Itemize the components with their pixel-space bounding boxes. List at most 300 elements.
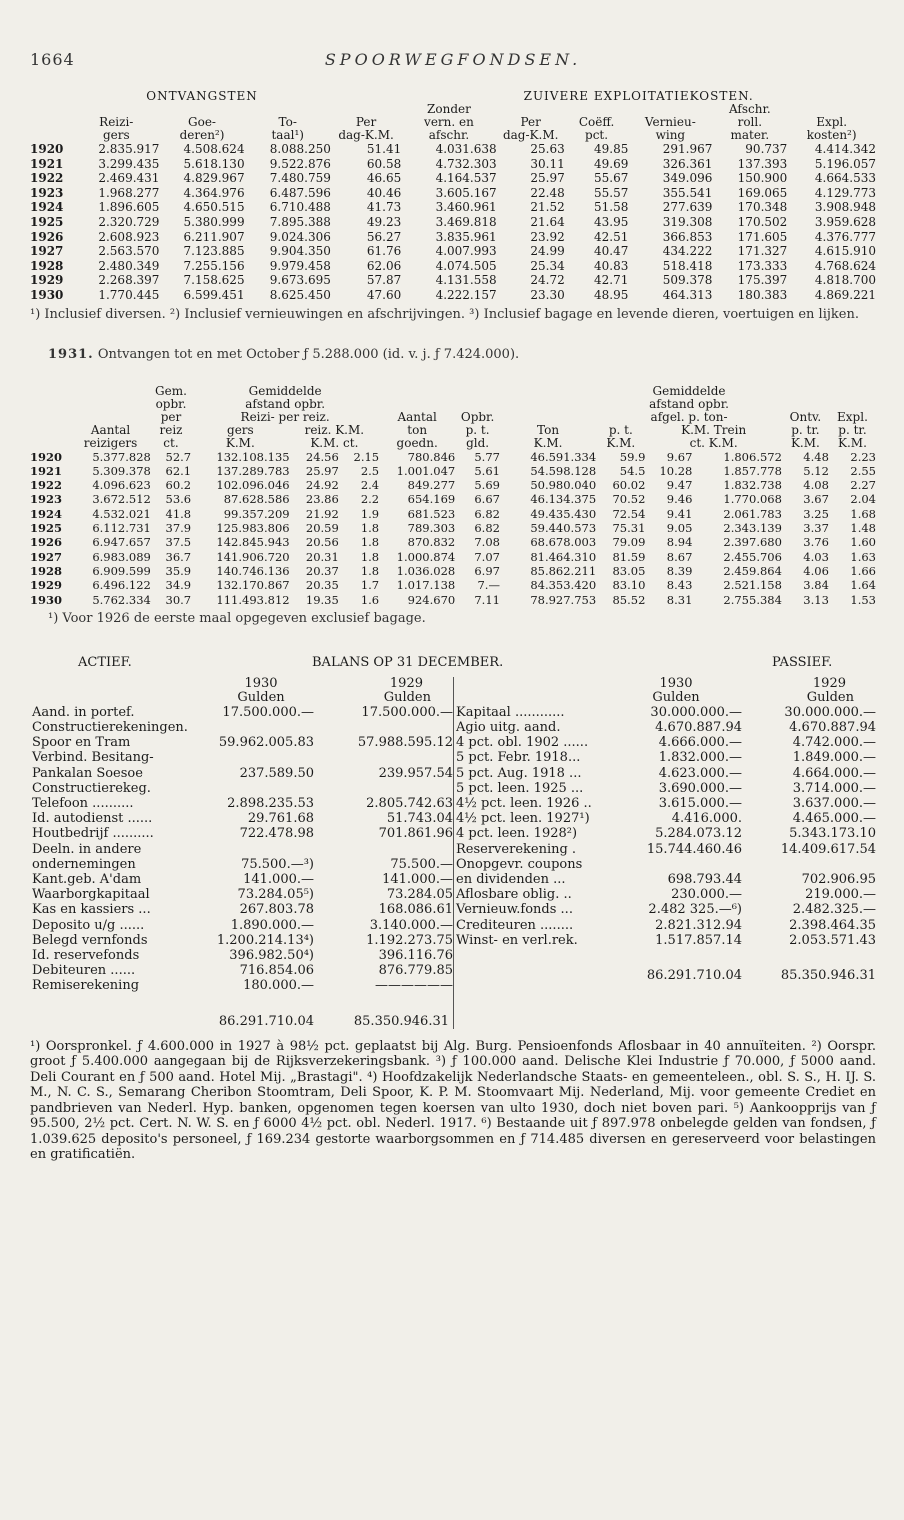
- balance-value-1930: 30.000.000.—: [650, 704, 742, 720]
- balance-value-1929: [314, 720, 453, 735]
- table-cell: 48.95: [593, 287, 629, 302]
- table-cell: 2.320.729: [98, 214, 160, 229]
- t1-header-cell: dag-K.M.: [338, 129, 394, 142]
- table-cell: 57.87: [366, 273, 402, 288]
- ontvangen-1931: [48, 347, 876, 363]
- table-cell: 2.27: [850, 478, 876, 493]
- table-cell: 40.83: [593, 258, 629, 273]
- balance-value-1929: 141.000.—: [382, 872, 453, 888]
- actief-row: [30, 872, 453, 887]
- group-exploitatiekosten: ZUIVERE EXPLOITATIEKOSTEN.: [523, 90, 754, 103]
- balance-label: Pankalan Soesoe: [32, 765, 143, 781]
- table-row: [30, 450, 876, 464]
- table-cell: 51.41: [366, 142, 402, 156]
- balance-label: Kas en kassiers ...: [32, 902, 151, 918]
- t1-header-cell: wing: [655, 129, 686, 142]
- table-cell: 1.806.572: [723, 449, 782, 464]
- row-year: 1927: [30, 244, 64, 259]
- balance-value-1929: 4.664.000.—: [792, 765, 876, 781]
- table-cell: 59.440.573: [530, 521, 597, 536]
- table-cell: 4.222.157: [435, 287, 497, 302]
- table-cell: 3.908.948: [814, 200, 876, 215]
- row-year: 1922: [30, 478, 63, 493]
- table-cell: 1.68: [850, 506, 876, 521]
- balance-label: 5 pct. Febr. 1918...: [456, 750, 581, 766]
- balance-value-1929: 2.053.571.43: [789, 932, 876, 948]
- table-cell: 34.9: [165, 578, 192, 593]
- table-cell: 1.8: [360, 535, 380, 550]
- table-cell: 4.096.623: [92, 478, 151, 493]
- t2-h4-ton2: Ton: [537, 423, 560, 437]
- table-cell: 355.541: [662, 185, 713, 200]
- balance-label: Telefoon ..........: [32, 796, 134, 812]
- table-cell: 9.979.458: [269, 258, 331, 273]
- table-cell: 24.56: [305, 449, 339, 464]
- balance-value-1929: 4.742.000.—: [792, 735, 876, 751]
- balance-label: 4 pct. obl. 1902 ......: [456, 735, 589, 751]
- balance-value-1929: ——————: [375, 978, 453, 994]
- balance-value-1930: 4.416.000.: [671, 811, 742, 827]
- t1-header-cell: [787, 103, 876, 116]
- page-header: [30, 40, 876, 76]
- t2-h2-afstand: afstand opbr.: [245, 397, 326, 411]
- t1-header-cell: dag-K.M.: [502, 129, 559, 142]
- balance-label: Verbind. Besitang-: [32, 750, 154, 766]
- table-cell: 2.15: [353, 449, 380, 464]
- table-cell: 4.376.777: [814, 229, 876, 244]
- t2-h5-km2: K.M.: [533, 436, 563, 450]
- t2-h4-gers: gers: [227, 423, 254, 437]
- table-row: [30, 578, 876, 592]
- table-cell: 4.664.533: [814, 171, 876, 186]
- balance-label: Kapitaal ............: [456, 704, 565, 720]
- table-cell: 60.02: [612, 478, 646, 493]
- table-cell: 1.6: [360, 592, 380, 607]
- table-cell: 1.53: [850, 592, 876, 607]
- table-cell: 150.900: [737, 171, 788, 186]
- year-1931: 1931.: [48, 346, 94, 362]
- passief-row: [454, 811, 876, 826]
- table-cell: 4.031.638: [435, 142, 497, 156]
- table-row: [30, 535, 876, 549]
- t1-header-cell: [628, 103, 712, 116]
- table-cell: 49.435.430: [530, 506, 597, 521]
- table-cell: 53.6: [165, 492, 192, 507]
- table-cell: 60.2: [165, 478, 192, 493]
- table-cell: 2.521.158: [723, 578, 782, 593]
- t1-header-cell: vern. en: [424, 116, 474, 129]
- actief-row: [30, 811, 453, 826]
- balans-title: BALANS OP 31 DECEMBER.: [312, 654, 504, 670]
- table-cell: 2.23: [850, 449, 876, 464]
- table-cell: 509.378: [662, 273, 713, 288]
- balance-label: Constructierekeg.: [32, 780, 151, 796]
- t2-h5-reizigers: reizigers: [83, 436, 138, 450]
- balance-value-1929: 1.849.000.—: [792, 750, 876, 766]
- balance-label: Remiserekening: [32, 978, 140, 994]
- balance-value-1929: 5.343.173.10: [789, 826, 876, 842]
- table-cell: 10.28: [659, 463, 693, 478]
- balance-value-1930: 3.690.000.—: [658, 780, 742, 796]
- traffic-table-header: [30, 385, 876, 450]
- table-cell: 3.84: [803, 578, 829, 593]
- table-cell: 24.99: [530, 244, 565, 259]
- row-year: 1926: [30, 535, 63, 550]
- t2-h5-km: K.M.: [225, 436, 255, 450]
- table-cell: 870.832: [407, 535, 456, 550]
- table-cell: 21.52: [530, 200, 565, 215]
- balance-label: 5 pct. Aug. 1918 ...: [456, 765, 582, 781]
- actief-total-1930: 86.291.710.04: [218, 1013, 314, 1029]
- table-cell: 30.11: [530, 156, 565, 171]
- table-cell: 2.563.570: [98, 244, 160, 259]
- table-cell: 349.096: [662, 171, 713, 186]
- actief-year-1930: 1930: [244, 676, 278, 691]
- table-cell: 3.25: [803, 506, 829, 521]
- table-cell: 5.377.828: [92, 449, 151, 464]
- table-cell: 5.12: [803, 463, 829, 478]
- balance-label: Reserverekening .: [456, 841, 577, 857]
- t2-h3-opbr: Opbr.: [460, 410, 495, 424]
- balance-value-1930: 4.666.000.—: [658, 735, 742, 751]
- balance-value-1929: 3.637.000.—: [792, 796, 876, 812]
- table-cell: 1.8: [360, 549, 380, 564]
- t2-h5-km3: K.M.: [606, 436, 636, 450]
- table-cell: 1.63: [850, 549, 876, 564]
- table-cell: 3.605.167: [435, 185, 497, 200]
- ontvangen-1931-text: Ontvangen tot en met October ƒ 5.288.000 (id. v. j. ƒ 7.424.000).: [97, 346, 520, 362]
- table-cell: 4.074.505: [435, 258, 497, 273]
- balance-value-1930: [208, 781, 314, 796]
- table-cell: 6.496.122: [92, 578, 151, 593]
- t2-h3-ontv: Ontv.: [789, 410, 822, 424]
- passief-total-row: [454, 948, 876, 983]
- table-cell: 1.896.605: [98, 200, 160, 215]
- table-cell: 1.64: [850, 578, 876, 593]
- t1-header-cell: [497, 103, 565, 116]
- table-cell: 1.857.778: [723, 463, 782, 478]
- actief-row: [30, 796, 453, 811]
- table-row: [30, 521, 876, 535]
- balance-value-1929: 2.398.464.35: [789, 917, 876, 933]
- balance-value-1930: 15.744.460.46: [646, 841, 742, 857]
- balance-label: en dividenden ...: [456, 872, 566, 888]
- table-cell: 4.414.342: [814, 142, 876, 156]
- t2-h5-km4: K.M.: [790, 436, 820, 450]
- t2-h4-pt2: p. t.: [608, 423, 633, 437]
- table-cell: 1.48: [850, 521, 876, 536]
- passief-row: [454, 735, 876, 750]
- table-cell: 9.67: [666, 449, 693, 464]
- balance-label: Agio uitg. aand.: [456, 720, 561, 735]
- table-cell: 1.7: [360, 578, 380, 593]
- actief-row: [30, 766, 453, 781]
- page-title: SPOORWEGFONDSEN.: [324, 50, 582, 69]
- table-cell: 51.58: [593, 200, 629, 215]
- table-cell: 5.309.378: [92, 463, 151, 478]
- table-cell: 8.31: [666, 592, 693, 607]
- table-cell: 5.380.999: [183, 214, 245, 229]
- table-cell: 70.52: [612, 492, 646, 507]
- table-cell: 4.48: [803, 449, 829, 464]
- passief-row: [454, 796, 876, 811]
- balans-title-row: [30, 655, 876, 677]
- passief-row: [454, 842, 876, 857]
- table-cell: 5.69: [474, 478, 500, 493]
- balance-value-1930: 17.500.000.—: [222, 704, 314, 720]
- balance-label: Spoor en Tram: [32, 735, 131, 751]
- balance-value-1930: 1.832.000.—: [658, 750, 742, 766]
- row-year: 1929: [30, 578, 63, 593]
- table-cell: 3.672.512: [92, 492, 151, 507]
- row-year: 1920: [30, 142, 64, 156]
- balance-value-1929: 3.714.000.—: [792, 780, 876, 796]
- table-cell: 137.393: [737, 156, 788, 171]
- balance-value-1930: 230.000.—: [671, 887, 742, 903]
- t1-header-cell: Per: [520, 116, 541, 129]
- t1-header-cell: taal¹): [271, 129, 304, 142]
- table-cell: 2.4: [360, 478, 380, 493]
- passief-row: [454, 720, 876, 735]
- table-cell: 41.8: [165, 506, 192, 521]
- table-cell: 4.732.303: [435, 156, 497, 171]
- actief-row: [30, 948, 453, 963]
- table-cell: 4.364.976: [183, 185, 245, 200]
- row-year: 1920: [30, 449, 63, 464]
- table-row: [30, 507, 876, 521]
- table-cell: 4.508.624: [183, 142, 245, 156]
- table-cell: 49.69: [593, 156, 629, 171]
- balance-value-1929: 2.482.325.—: [792, 902, 876, 918]
- table-row: [30, 171, 876, 186]
- table-row: [30, 273, 876, 288]
- balance-value-1930: 2.898.235.53: [227, 796, 314, 812]
- table-cell: 2.061.783: [723, 506, 782, 521]
- t1-header-cell: pct.: [585, 129, 609, 142]
- t1-header-cell: gers: [102, 129, 130, 142]
- passief-row: [454, 766, 876, 781]
- table-cell: 4.615.910: [814, 244, 876, 259]
- row-year: 1930: [30, 287, 64, 302]
- balance-label: Waarborgkapitaal: [32, 887, 150, 903]
- table-cell: 8.625.450: [269, 287, 331, 302]
- table-cell: 464.313: [662, 287, 713, 302]
- table-cell: 8.94: [666, 535, 693, 550]
- table-cell: 46.134.375: [530, 492, 597, 507]
- balance-value-1929: [314, 750, 453, 765]
- table-row: [30, 142, 876, 157]
- table-cell: 2.469.431: [98, 171, 160, 186]
- exploitation-table-header: [30, 90, 876, 142]
- balance-value-1930: 141.000.—: [243, 872, 314, 888]
- table-cell: 2.5: [360, 463, 380, 478]
- balance-value-1930: 396.982.50⁴): [229, 948, 314, 964]
- table-cell: 1.000.874: [396, 549, 456, 564]
- table-cell: 2.755.384: [723, 592, 782, 607]
- t1-header-cell: [30, 129, 73, 142]
- t1-header-cell: [159, 103, 244, 116]
- t2-h4-ptr: p. tr.: [791, 423, 820, 437]
- table-cell: 42.51: [593, 229, 629, 244]
- table-cell: 137.289.783: [216, 463, 290, 478]
- t2-h2-afstand-2: afstand opbr.: [649, 397, 729, 411]
- table-cell: 25.34: [530, 258, 565, 273]
- table-cell: 6.82: [474, 506, 500, 521]
- table-cell: 6.97: [474, 563, 500, 578]
- table-cell: 3.835.961: [435, 229, 497, 244]
- balance-value-1930: 2.482 325.—⁶): [648, 902, 742, 918]
- balance-label: Crediteuren ........: [456, 917, 574, 933]
- table-cell: 8.67: [666, 549, 693, 564]
- table-cell: 1.832.738: [723, 478, 782, 493]
- table-cell: 7.—: [477, 578, 500, 593]
- t1-header-cell: [30, 116, 73, 129]
- t2-h4-reiz: reiz: [159, 423, 183, 437]
- row-year: 1927: [30, 549, 63, 564]
- table-cell: 3.299.435: [98, 156, 160, 171]
- table-cell: 6.487.596: [269, 185, 331, 200]
- table-cell: 140.746.136: [216, 563, 290, 578]
- table-cell: 22.48: [530, 185, 565, 200]
- table-row: [30, 186, 876, 201]
- t2-h3-afgel: afgel. p. ton-: [650, 410, 728, 424]
- table-cell: 7.11: [474, 592, 500, 607]
- t1-header-cell: kosten²): [806, 129, 857, 142]
- page: [30, 40, 876, 1176]
- table-cell: 46.65: [366, 171, 402, 186]
- table-cell: 84.353.420: [530, 578, 597, 593]
- table-cell: 141.906.720: [216, 549, 290, 564]
- balance-value-1930: 716.854.06: [239, 963, 314, 979]
- balance-sheet: [30, 677, 876, 1029]
- passief-unit-1930: Gulden: [652, 690, 700, 705]
- balance-label: Vernieuw.fonds ...: [456, 902, 573, 918]
- table-cell: 4.818.700: [814, 273, 876, 288]
- balance-value-1929: [314, 842, 453, 857]
- table-cell: 6.211.907: [183, 229, 245, 244]
- t1-header-cell: mater.: [730, 129, 770, 142]
- balance-value-1929: 51.743.04: [386, 811, 453, 827]
- row-year: 1924: [30, 506, 63, 521]
- table-cell: 21.92: [305, 506, 339, 521]
- table-cell: 24.92: [305, 478, 339, 493]
- actief-row: [30, 918, 453, 933]
- t1-header-cell: Reizi-: [99, 116, 134, 129]
- table-cell: 54.5: [619, 463, 646, 478]
- table-cell: 75.31: [612, 521, 646, 536]
- balance-value-1929: 75.500.—: [390, 856, 453, 872]
- table-cell: 24.72: [530, 273, 565, 288]
- table-cell: 326.361: [662, 156, 713, 171]
- table-cell: 2.397.680: [723, 535, 782, 550]
- t1-header-cell: afschr.: [428, 129, 470, 142]
- table-cell: 59.9: [619, 449, 646, 464]
- t2-h1-gemiddelde: Gemiddelde: [248, 384, 322, 398]
- balance-value-1930: 722.478.98: [239, 826, 314, 842]
- row-year: 1925: [30, 214, 64, 229]
- actief-row: [30, 750, 453, 765]
- balance-label: Id. autodienst ......: [32, 811, 153, 827]
- table-cell: 5.77: [474, 449, 500, 464]
- balance-value-1930: [610, 857, 742, 872]
- traffic-table: [30, 385, 876, 607]
- balance-value-1930: 4.670.887.94: [655, 720, 742, 735]
- table-cell: 1.036.028: [396, 563, 456, 578]
- table-cell: 180.383: [737, 287, 788, 302]
- t1-header-cell: [331, 103, 401, 116]
- table-row: [30, 550, 876, 564]
- passief-row: [454, 902, 876, 917]
- t2-h3-aantal: Aantal: [397, 410, 437, 424]
- balance-value-1929: 219.000.—: [805, 887, 876, 903]
- balance-value-1929: 3.140.000.—: [369, 917, 453, 933]
- t1-header-cell: deren²): [179, 129, 225, 142]
- table-cell: 2.608.923: [98, 229, 160, 244]
- table-cell: 6.82: [474, 521, 500, 536]
- table-cell: 9.024.306: [269, 229, 331, 244]
- table-cell: 55.57: [593, 185, 629, 200]
- t2-h5-km5: K.M.: [838, 436, 867, 450]
- passief-row: [454, 918, 876, 933]
- balance-value-1929: 2.805.742.63: [366, 796, 453, 812]
- table-cell: 6.112.731: [92, 521, 151, 536]
- table-cell: 47.60: [366, 287, 402, 302]
- table-cell: 25.97: [530, 171, 565, 186]
- table-cell: 4.03: [803, 549, 829, 564]
- balance-value-1929: 17.500.000.—: [361, 704, 453, 720]
- passief-row: [454, 887, 876, 902]
- balance-value-1929: 396.116.76: [378, 948, 453, 964]
- table-cell: 125.983.806: [216, 521, 290, 536]
- t2-h5-ct: ct.: [163, 436, 179, 450]
- table-cell: 49.85: [593, 142, 629, 156]
- table-cell: 23.30: [530, 287, 565, 302]
- row-year: 1921: [30, 463, 63, 478]
- passief-row: [454, 826, 876, 841]
- table-cell: 9.522.876: [269, 156, 331, 171]
- table-cell: 518.418: [662, 258, 713, 273]
- balance-value-1929: 1.192.273.75: [366, 932, 453, 948]
- table-cell: 142.845.943: [216, 535, 290, 550]
- table-cell: 72.54: [612, 506, 646, 521]
- passief-total-1929: 85.350.946.31: [780, 968, 876, 984]
- page-number: 1664: [30, 50, 75, 69]
- table-cell: 849.277: [407, 478, 456, 493]
- table-cell: 9.05: [666, 521, 693, 536]
- balance-value-1929: 14.409.617.54: [780, 841, 876, 857]
- table-cell: 924.670: [407, 592, 456, 607]
- balance-label: Debiteuren ......: [32, 963, 136, 979]
- table-cell: 5.196.057: [814, 156, 876, 171]
- passief-total-1930: 86.291.710.04: [646, 968, 742, 984]
- balance-label: 4½ pct. leen. 1927¹): [456, 811, 590, 827]
- table-cell: 7.07: [474, 549, 500, 564]
- actief-row: [30, 781, 453, 796]
- table-cell: 20.37: [305, 563, 339, 578]
- actief-total-row: [30, 994, 453, 1029]
- row-year: 1922: [30, 171, 64, 186]
- table-cell: 21.64: [530, 214, 565, 229]
- balance-value-1930: 1.517.857.14: [655, 932, 742, 948]
- balance-value-1930: 180.000.—: [243, 978, 314, 994]
- row-year: 1921: [30, 156, 64, 171]
- table-cell: 35.9: [165, 563, 192, 578]
- t1-header-cell: Zonder: [427, 103, 471, 116]
- table-cell: 54.598.128: [530, 463, 597, 478]
- t1-header-cell: Vernieu-: [644, 116, 696, 129]
- balance-value-1929: 168.086.61: [378, 902, 453, 918]
- table-cell: 3.460.961: [435, 200, 497, 215]
